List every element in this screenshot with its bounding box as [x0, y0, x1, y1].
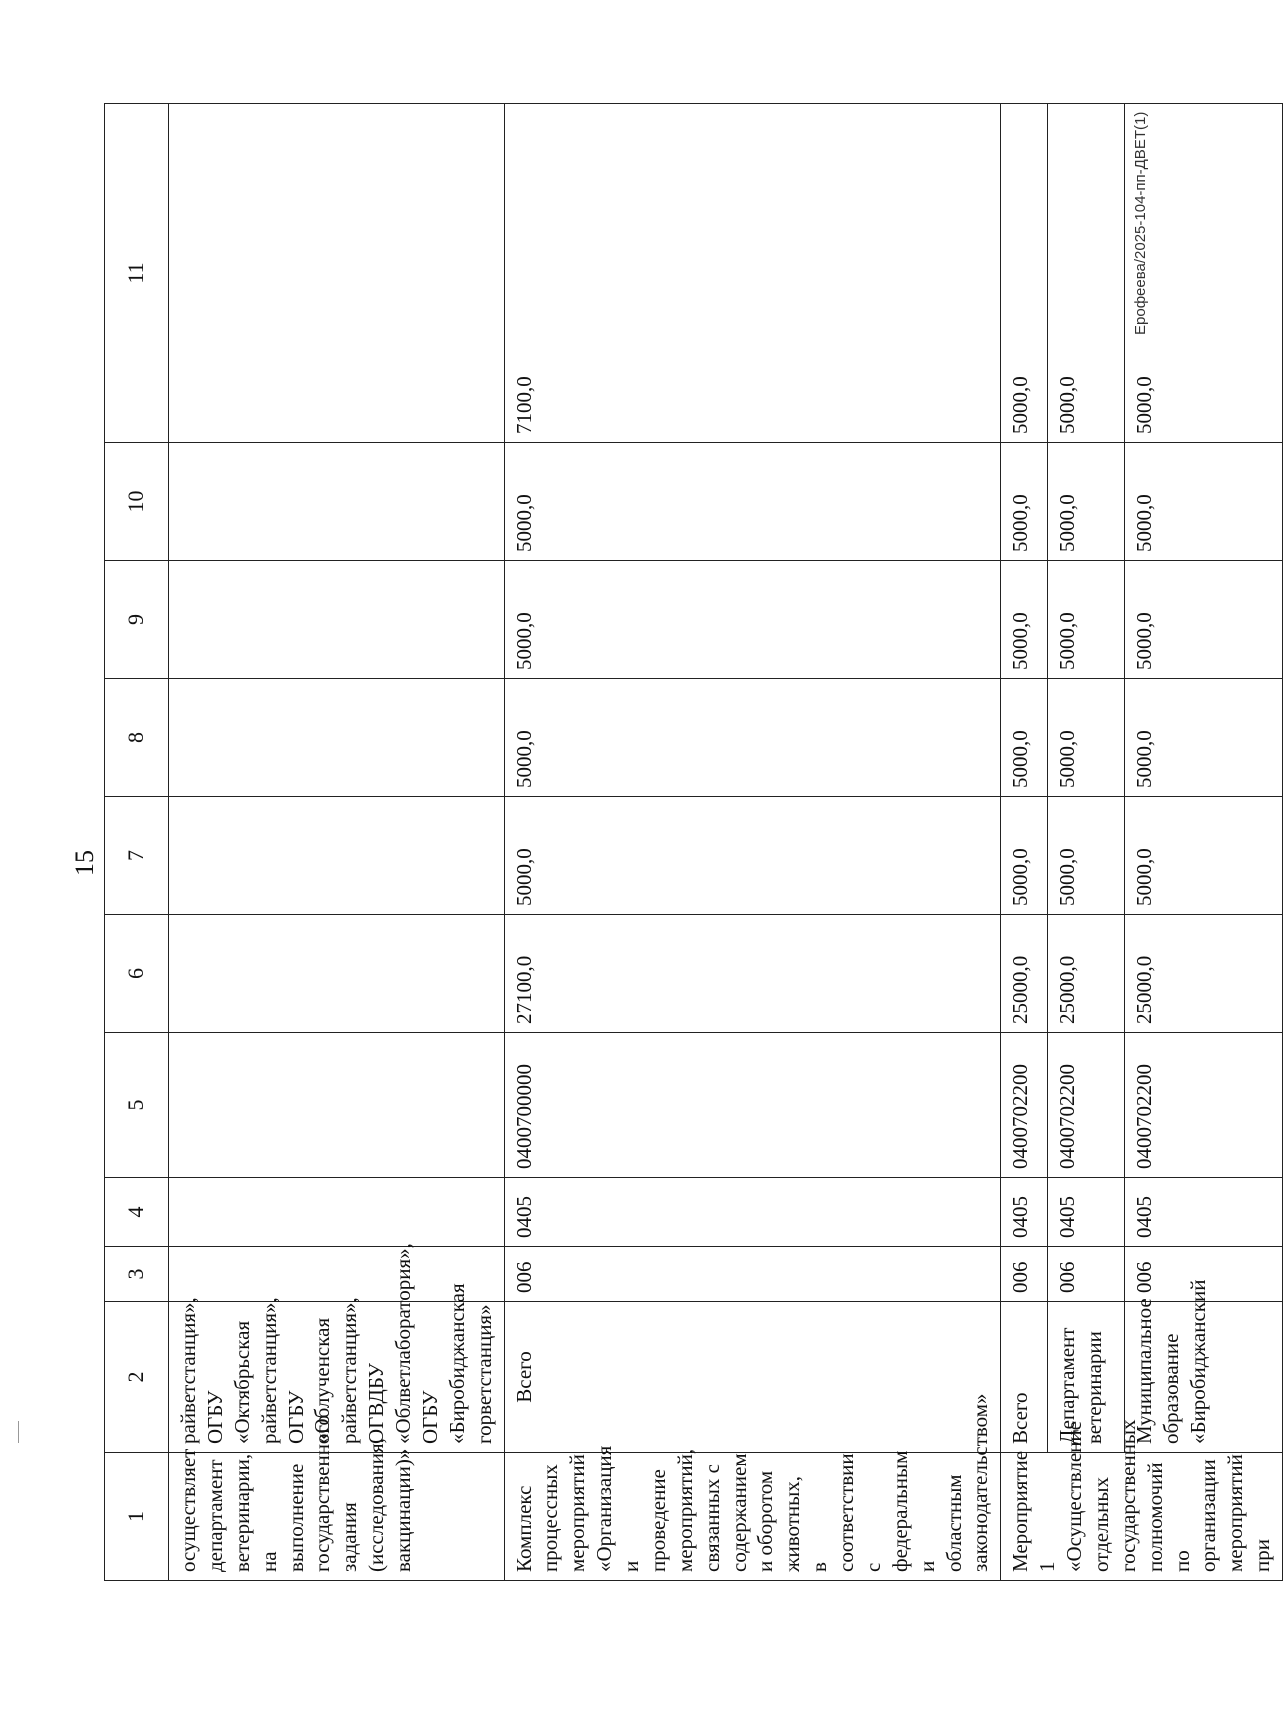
rz-cell	[169, 1178, 505, 1247]
total-cell: 25000,0	[1001, 915, 1048, 1033]
margin-mark	[18, 1421, 19, 1443]
year-value	[169, 104, 505, 443]
year-value: 5000,0	[1048, 443, 1125, 561]
year-value: 5000,0	[1001, 561, 1048, 679]
executor-cell: Муниципальное образование «Биробиджанский	[1125, 1302, 1283, 1453]
document-stamp: Ерофеева/2025-104-пп-ДВЕТ(1)	[1132, 111, 1149, 335]
year-value: 5000,0	[1125, 797, 1283, 915]
budget-table	[104, 103, 1283, 1581]
csr-cell: 0400700000	[504, 1033, 1001, 1178]
year-value: 5000,0	[1001, 104, 1048, 443]
header-cell: 2	[105, 1302, 169, 1453]
year-value: 5000,0	[1125, 104, 1283, 443]
csr-cell: 0400702200	[1001, 1033, 1048, 1178]
header-cell: 5	[105, 1033, 169, 1178]
header-cell: 1	[105, 1453, 169, 1581]
csr-cell: 0400702200	[1125, 1033, 1283, 1178]
year-value: 7100,0	[504, 104, 1001, 443]
year-value: 5000,0	[1125, 561, 1283, 679]
year-value: 5000,0	[1048, 679, 1125, 797]
table-row	[1001, 104, 1048, 1581]
year-value: 5000,0	[504, 679, 1001, 797]
measure-name: Мероприятие 1 «Осуществление отдельных государственных полномочий по организации мероприятий при	[1001, 1453, 1283, 1581]
measure-name: Комплекс процессных мероприятий «Организация и проведение мероприятий, связанных с содержанием и оборотом животных, в соответствии с федеральным и областным законодательством»	[504, 1453, 1001, 1581]
table-header-row	[105, 104, 169, 1581]
year-value: 5000,0	[1001, 443, 1048, 561]
header-cell: 7	[105, 797, 169, 915]
table-row	[169, 104, 505, 1581]
year-value: 5000,0	[1125, 679, 1283, 797]
grbs-cell: 006	[1048, 1247, 1125, 1302]
total-cell: 27100,0	[504, 915, 1001, 1033]
year-value	[169, 797, 505, 915]
rz-cell: 0405	[1048, 1178, 1125, 1247]
csr-cell	[169, 1033, 505, 1178]
measure-name: осуществляет департамент ветеринарии, на выполнение государственного задания (исследования, вакцинации)»	[169, 1453, 505, 1581]
year-value	[169, 443, 505, 561]
executor-cell: Департамент ветеринарии	[1048, 1302, 1125, 1453]
year-value: 5000,0	[1048, 797, 1125, 915]
year-value: 5000,0	[1125, 443, 1283, 561]
header-cell: 8	[105, 679, 169, 797]
total-cell	[169, 915, 505, 1033]
year-value	[169, 561, 505, 679]
year-value	[169, 679, 505, 797]
header-cell: 11	[105, 104, 169, 443]
year-value: 5000,0	[504, 797, 1001, 915]
executor-cell: Всего	[1001, 1302, 1048, 1453]
rz-cell: 0405	[504, 1178, 1001, 1247]
page-number: 15	[70, 850, 99, 876]
header-cell: 6	[105, 915, 169, 1033]
header-cell: 9	[105, 561, 169, 679]
rz-cell: 0405	[1125, 1178, 1283, 1247]
year-value: 5000,0	[1048, 104, 1125, 443]
header-cell: 10	[105, 443, 169, 561]
year-value: 5000,0	[1001, 797, 1048, 915]
executor-cell: райветстанция», ОГБУ «Октябрьская райветстанция», ОГБУ «Облученская райветстанция», ОГВДБУ «Облветлаборатория», ОГБУ «Биробиджанская горветстанция»	[169, 1302, 505, 1453]
header-cell: 4	[105, 1178, 169, 1247]
header-cell: 3	[105, 1247, 169, 1302]
year-value: 5000,0	[1048, 561, 1125, 679]
grbs-cell: 006	[1001, 1247, 1048, 1302]
rz-cell: 0405	[1001, 1178, 1048, 1247]
executor-cell: Всего	[504, 1302, 1001, 1453]
csr-cell: 0400702200	[1048, 1033, 1125, 1178]
year-value: 5000,0	[504, 443, 1001, 561]
year-value: 5000,0	[504, 561, 1001, 679]
year-value: 5000,0	[1001, 679, 1048, 797]
grbs-cell: 006	[504, 1247, 1001, 1302]
total-cell: 25000,0	[1125, 915, 1283, 1033]
table-row	[1048, 104, 1125, 1581]
table-row	[504, 104, 1001, 1581]
grbs-cell: 006	[1125, 1247, 1283, 1302]
total-cell: 25000,0	[1048, 915, 1125, 1033]
